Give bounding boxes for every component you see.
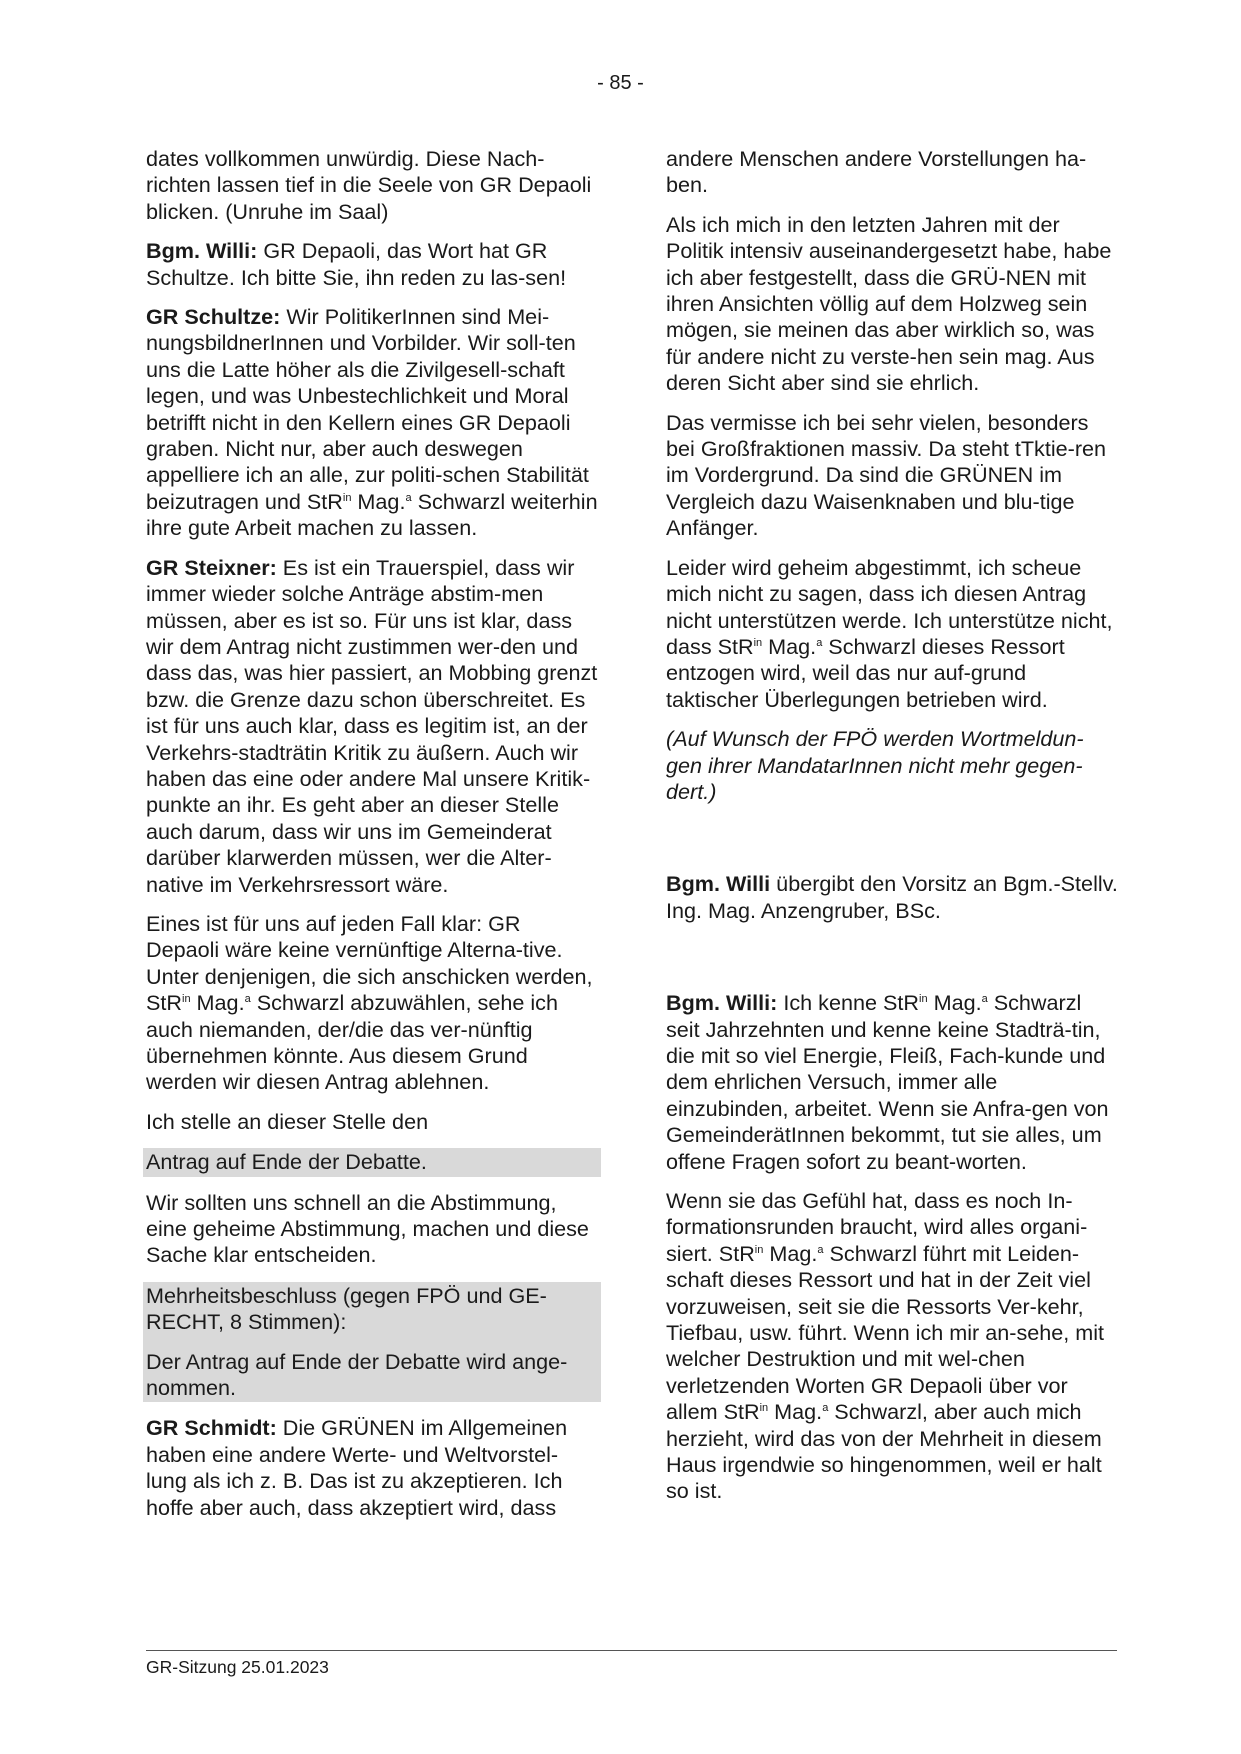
speech-text: Eines ist für uns auf jeden Fall klar: GR Depaoli wäre keine vernünftige Alterna-tive. Unter denjenigen, die sich anschicken werden, StR [146, 910, 593, 1016]
superscript: a [816, 636, 823, 649]
speech-text: Mag. [190, 990, 245, 1016]
motion-box [143, 1148, 601, 1176]
superscript: in [753, 636, 763, 649]
footer-divider [146, 1650, 1117, 1651]
speech-text: Wir PolitikerInnen sind Mei-nungsbildnerInnen und Vorbilder. Wir soll-ten uns die Latte höher als die Zivilgesell-schaft legen, und was Unbestechlichkeit und Moral betrifft nicht in den Kellern eines GR Depaoli graben. Nicht nur, aber auch deswegen appelliere ich an alle, zur politi-schen Stabilität beizutragen und StR [146, 304, 589, 514]
superscript: in [759, 1402, 769, 1415]
right-column [666, 146, 1118, 1518]
speaker-name: Bgm. Willi [666, 871, 771, 897]
paragraph: andere Menschen andere Vorstellungen ha-ben. [666, 146, 1087, 198]
paragraph [666, 990, 1118, 1175]
editorial-note: (Auf Wunsch der FPÖ werden Wortmeldun-gen ihrer MandatarInnen nicht mehr gegen-dert.) [666, 726, 1084, 804]
superscript: a [244, 993, 251, 1006]
left-column [146, 146, 598, 1534]
speech-text: Schwarzl dieses Ressort entzogen wird, weil das nur auf-grund taktischer Überlegungen betrieben wird. [666, 633, 1065, 712]
speech-text: Es ist ein Trauerspiel, dass wir immer wieder solche Anträge abstim-men müssen, aber es ist so. Für uns ist klar, dass wir dem Antrag nicht zustimmen wer-den und dass das, was hier passiert, an Mobbing grenzt bzw. die Grenze dazu schon überschreitet. Es ist für uns auch klar, dass es legitim ist, an der Verkehrs-stadträtin Kritik zu äußern. Auch wir haben das eine oder andere Mal unsere Kritik-punkte an ihr. Es geht aber an dieser Stelle auch darum, dass wir uns im Gemeinderat darüber klarwerden müssen, wer die Alter-native im Verkehrsressort wäre. [146, 554, 598, 897]
paragraph [146, 911, 598, 1096]
speech-text: übergibt den Vorsitz an Bgm.-Stellv. Ing. Mag. Anzengruber, BSc. [666, 871, 1118, 923]
speech-text: Schwarzl, aber auch mich herzieht, wird das von der Mehrheit in diesem Haus irgendwie so hingenommen, weil er halt so ist. [666, 1399, 1102, 1504]
superscript: a [822, 1402, 829, 1415]
speech-text: Wenn sie das Gefühl hat, dass es noch In-formationsrunden braucht, wird alles organi-siert. StR [666, 1188, 1088, 1266]
superscript: in [754, 1243, 764, 1256]
paragraph [146, 304, 598, 542]
speech-text: Schwarzl führt mit Leiden-schaft dieses Ressort und hat in der Zeit viel vorzuweisen, seit sie die Ressorts Ver-kehr, Tiefbau, usw. führt. Wenn ich mir an-sehe, mit welcher Destruktion und mit wel-chen verletzenden Worten GR Depaoli über vor allem StR [666, 1240, 1105, 1425]
paragraph: dates vollkommen unwürdig. Diese Nach-richten lassen tief in die Seele von GR Depaoli blicken. (Unruhe im Saal) [146, 146, 592, 224]
speaker-name: Bgm. Willi: [666, 990, 778, 1016]
paragraph: Ich stelle an dieser Stelle den [146, 1108, 429, 1134]
speaker-name: GR Schmidt: [146, 1415, 277, 1441]
speaker-name: Bgm. Willi: [146, 238, 258, 264]
speech-text: Schwarzl abzuwählen, sehe ich auch niemanden, der/die das ver-nünftig übernehmen könnte. Aus diesem Grund werden wir diesen Antrag ablehnen. [146, 990, 558, 1095]
superscript: in [919, 993, 928, 1006]
speech-text: GR Depaoli, das Wort hat GR Schultze. Ich bitte Sie, ihn reden zu las-sen! [146, 238, 567, 290]
paragraph: Das vermisse ich bei sehr vielen, besonders bei Großfraktionen massiv. Da steht tTktie-ren im Vordergrund. Da sind die GRÜNEN im Vergleich dazu Waisenknaben und blu-tige Anfänger. [666, 409, 1107, 541]
speech-text: Ich kenne StR [777, 990, 920, 1016]
paragraph: Als ich mich in den letzten Jahren mit der Politik intensiv auseinandergesetzt habe, habe ich aber festgestellt, dass die GRÜ-NEN mit ihren Ansichten völlig auf dem Holzweg sein mögen, sie meinen das aber wirklich so, was für andere nicht zu verste-hen sein mag. Aus deren Sicht aber sind sie ehrlich. [666, 211, 1112, 396]
paragraph [666, 871, 1118, 924]
paragraph [666, 1188, 1118, 1505]
paragraph: Wir sollten uns schnell an die Abstimmung, eine geheime Abstimmung, machen und diese Sache klar entscheiden. [146, 1189, 589, 1268]
superscript: in [342, 491, 352, 504]
speech-text: Leider wird geheim abgestimmt, ich scheue mich nicht zu sagen, dass ich diesen Antrag nicht unterstützen werde. Ich unterstütze nicht, dass StR [666, 554, 1113, 659]
speech-text: Mag. [927, 990, 982, 1016]
speech-text: Schwarzl weiterhin ihre gute Arbeit machen zu lassen. [146, 488, 598, 541]
paragraph [146, 555, 598, 898]
paragraph [666, 555, 1118, 713]
footer-session-date: GR-Sitzung 25.01.2023 [146, 1657, 329, 1677]
superscript: a [405, 491, 412, 504]
speech-text: Schwarzl seit Jahrzehnten und kenne keine Stadträ-tin, die mit so viel Energie, Fleiß, Fach-kunde und dem ehrlichen Versuch, immer alle einzubinden, arbeitet. Wenn sie Anfra-gen von GemeinderätInnen bekommt, tut sie alles, um offene Fragen sofort zu beant-worten. [666, 990, 1109, 1174]
speech-text: Mag. [763, 1240, 818, 1266]
paragraph [146, 238, 598, 291]
resolution-result: Der Antrag auf Ende der Debatte wird ange-nommen. [146, 1348, 568, 1401]
speech-text: Die GRÜNEN im Allgemeinen haben eine andere Werte- und Weltvorstel-lung als ich z. B. Das ist zu akzeptieren. Ich hoffe aber auch, dass akzeptiert wird, dass [146, 1415, 568, 1520]
speech-text: Mag. [768, 1399, 823, 1425]
superscript: a [981, 993, 988, 1006]
motion-text: Antrag auf Ende der Debatte. [146, 1149, 427, 1175]
page-number: - 85 - [597, 72, 644, 94]
resolution-box [143, 1282, 601, 1403]
speaker-name: GR Schultze: [146, 304, 281, 330]
speech-text: Mag. [762, 633, 817, 659]
superscript: in [182, 993, 191, 1006]
speech-text: Mag. [351, 488, 406, 514]
superscript: a [817, 1243, 824, 1256]
paragraph [146, 1415, 598, 1521]
resolution-vote: Mehrheitsbeschluss (gegen FPÖ und GE-RECHT, 8 Stimmen): [146, 1282, 547, 1335]
speaker-name: GR Steixner: [146, 554, 277, 580]
